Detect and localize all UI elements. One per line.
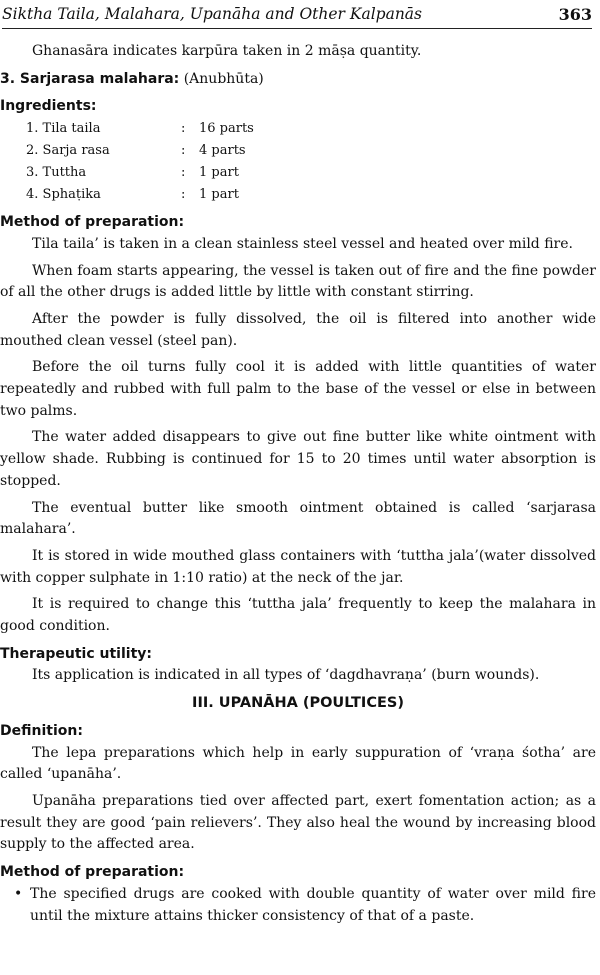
method-paragraph: The eventual butter like smooth ointment obtained is called ‘sarjarasa malahara’.	[0, 499, 596, 538]
method-paragraph: When foam starts appearing, the vessel is taken out of fire and the fine powder of all the other drugs is added little by little with constant stirring.	[0, 262, 596, 301]
ingredient-colon: :	[181, 187, 186, 203]
ingredient-quantity: 1 part	[199, 165, 239, 181]
ingredient-row	[26, 184, 254, 206]
running-title: Siktha Taila, Malahara, Upanāha and Other Kalpanās	[2, 5, 422, 23]
definition-paragraph: Upanāha preparations tied over affected part, exert fomentation action; as a result they are good ‘pain relievers’. They also heal the wound by increasing blood supply to the affected area.	[0, 792, 596, 853]
definition-paragraph: The lepa preparations which help in early suppuration of ‘vraṇa śotha’ are called ‘upanāha’.	[0, 744, 596, 783]
method-paragraph: It is required to change this ‘tuttha jala’ frequently to keep the malahara in good condition.	[0, 596, 596, 635]
ingredient-colon: :	[181, 143, 186, 159]
ingredient-quantity: 4 parts	[199, 143, 246, 159]
recipe-title	[0, 69, 596, 91]
recipe-title-note: (Anubhūta)	[179, 70, 264, 87]
ingredient-row	[26, 162, 254, 184]
ingredient-name: 3. Tuttha	[26, 165, 87, 181]
list-item: • The specified drugs are cooked with double quantity of water over mild fire until the mixture attains thicker consistency of that of a paste.	[0, 884, 596, 927]
definition-heading: Definition:	[0, 722, 83, 739]
ingredients-heading: Ingredients:	[0, 98, 97, 115]
ingredient-quantity: 1 part	[199, 187, 239, 203]
recipe-title-bold: 3. Sarjarasa malahara:	[0, 70, 180, 87]
utility-heading: Therapeutic utility:	[0, 645, 152, 662]
running-header	[2, 0, 592, 29]
ingredient-colon: :	[181, 165, 186, 181]
method-paragraph: It is stored in wide mouthed glass containers with ‘tuttha jala’(water dissolved with copper sulphate in 1:10 ratio) at the neck of the jar.	[0, 547, 596, 586]
ingredient-row	[26, 140, 254, 162]
method-paragraph: After the powder is fully dissolved, the oil is filtered into another wide mouthed clean vessel (steel pan).	[0, 310, 596, 349]
method-paragraph: Before the oil turns fully cool it is added with little quantities of water repeatedly and rubbed with full palm to the base of the vessel or else in between two palms.	[0, 359, 596, 419]
section-heading: III. UPANĀHA (POULTICES)	[192, 695, 404, 712]
ingredient-row	[26, 118, 254, 140]
method-paragraph: Tila taila’ is taken in a clean stainless steel vessel and heated over mild fire.	[32, 235, 573, 252]
ingredient-name: 2. Sarja rasa	[26, 143, 110, 159]
ingredient-name: 4. Sphaṭika	[26, 187, 101, 203]
ingredient-name: 1. Tila taila	[26, 121, 101, 137]
utility-paragraph: Its application is indicated in all types of ‘dagdhavraṇa’ (burn wounds).	[32, 667, 540, 684]
page-content	[0, 41, 596, 927]
ingredients-table	[26, 118, 254, 206]
method-heading: Method of preparation:	[0, 214, 185, 231]
method-heading: Method of preparation:	[0, 864, 185, 881]
ingredient-quantity: 16 parts	[199, 121, 254, 137]
method-list	[0, 884, 596, 927]
page-number: 363	[558, 4, 592, 24]
method-paragraph: The water added disappears to give out fine butter like white ointment with yellow shade. Rubbing is continued for 15 to 20 times until water absorption is stopped.	[0, 429, 596, 489]
ingredient-colon: :	[181, 121, 186, 137]
intro-paragraph: Ghanasāra indicates karpūra taken in 2 māṣa quantity.	[32, 43, 422, 59]
